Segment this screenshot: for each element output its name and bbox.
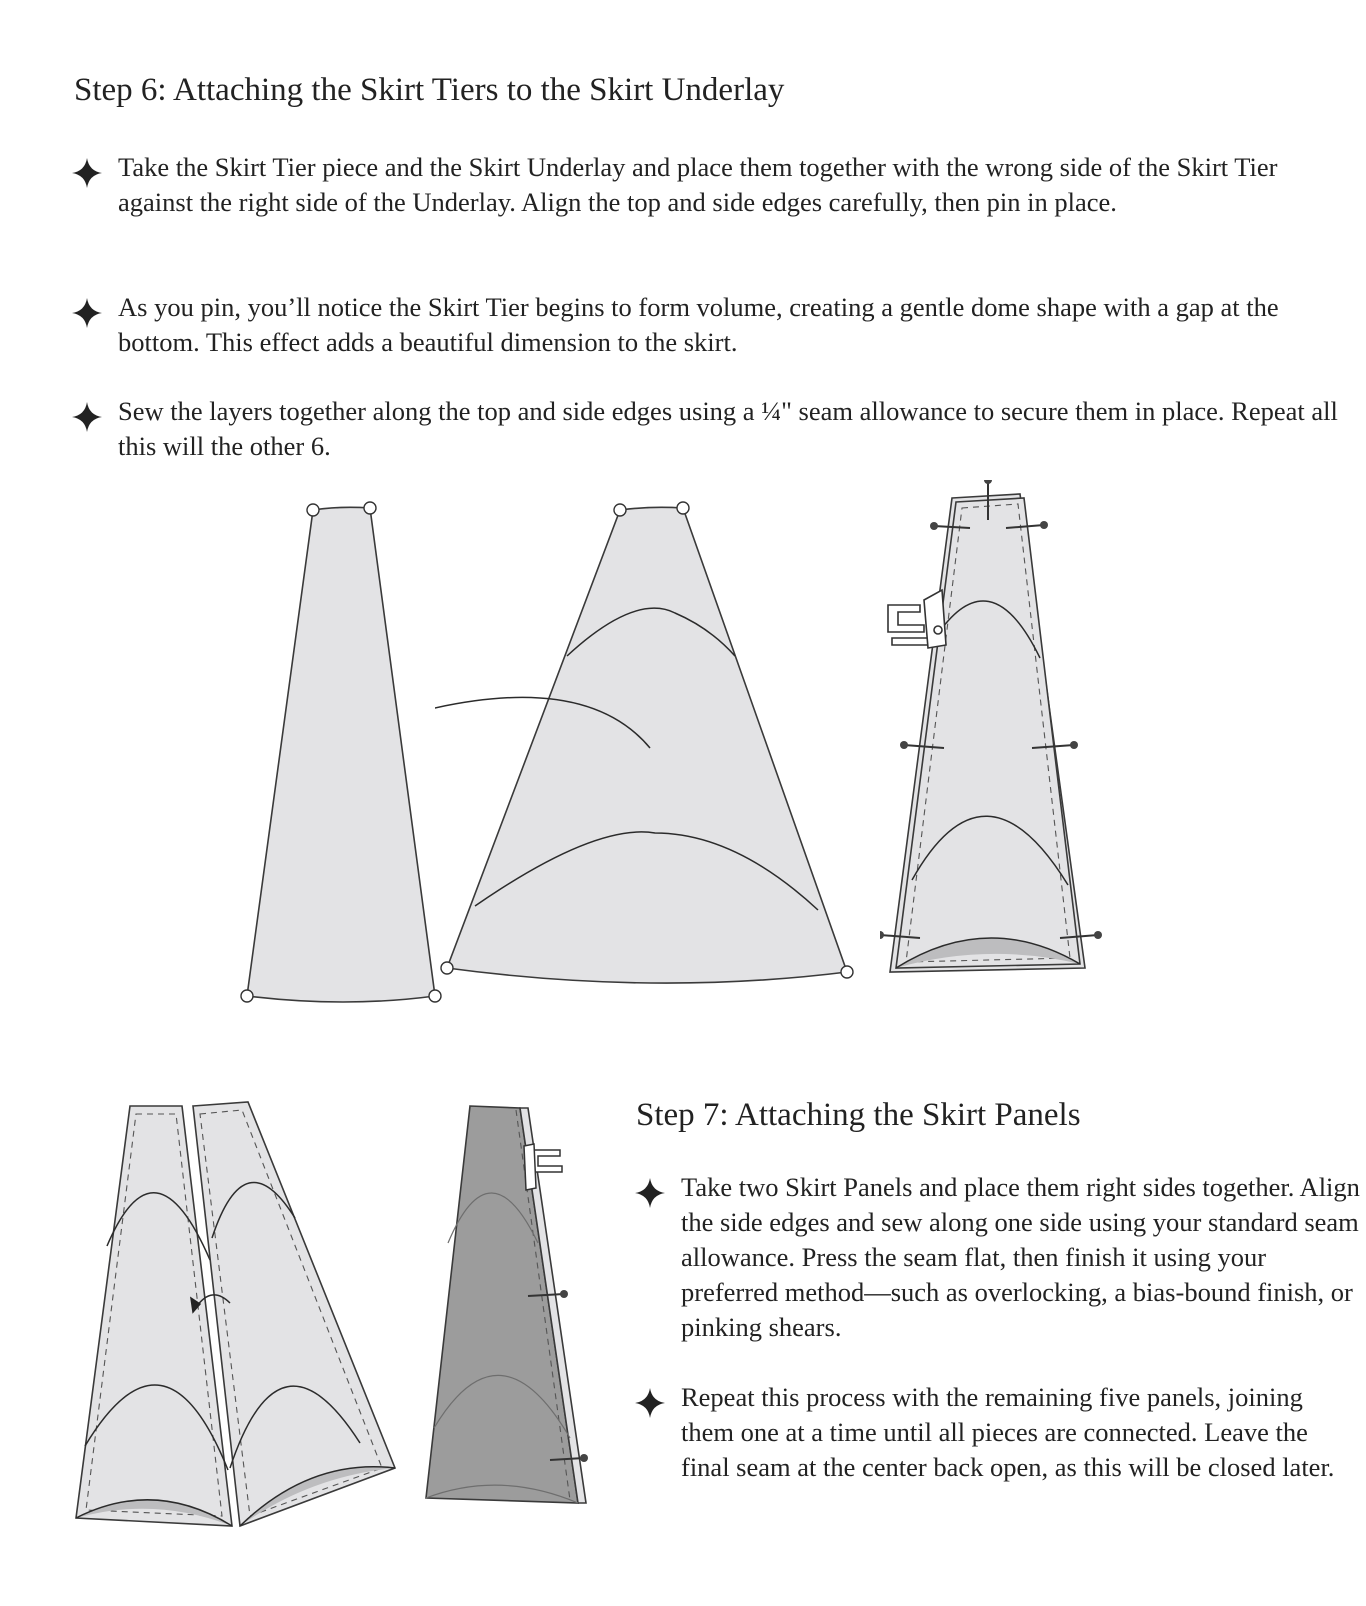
step6-bullet-1-text: Take the Skirt Tier piece and the Skirt Underlay and place them together with the wrong side of the Skirt Tier against the right side of the Underlay. Align the top and side edges carefully, then pin in place. — [118, 152, 1278, 217]
step6-bullet-3-text: Sew the layers together along the top and side edges using a ¼" seam allowance to secure them in place. Repeat all this will the other 6. — [118, 396, 1338, 461]
step6-bullet-2-text: As you pin, you’ll notice the Skirt Tier begins to form volume, creating a gentle dome shape with a gap at the bottom. This effect adds a beautiful dimension to the skirt. — [118, 292, 1279, 357]
four-point-star-icon — [72, 298, 102, 328]
step7-bullet-2-text: Repeat this process with the remaining five panels, joining them one at a time until all pieces are connected. Leave the final seam at the center back open, as this will be closed later. — [681, 1382, 1335, 1482]
step6-bullet-2 — [118, 290, 1318, 360]
skirt-tier-illustration — [435, 488, 855, 1008]
four-point-star-icon — [635, 1178, 665, 1208]
sewn-skirt-panel-illustration — [420, 1098, 615, 1518]
two-skirt-panels-illustration — [60, 1098, 405, 1538]
step7-bullet-1 — [681, 1170, 1361, 1345]
step7-title: Step 7: Attaching the Skirt Panels — [636, 1097, 1081, 1133]
step6-title: Step 6: Attaching the Skirt Tiers to the Skirt Underlay — [74, 72, 785, 108]
four-point-star-icon — [635, 1388, 665, 1418]
sewing-presser-foot-icon — [888, 590, 946, 648]
step7-bullet-2 — [681, 1380, 1361, 1485]
step6-bullet-1 — [118, 150, 1318, 220]
four-point-star-icon — [72, 402, 102, 432]
step6-bullet-3 — [118, 394, 1348, 464]
four-point-star-icon — [72, 158, 102, 188]
step7-bullet-1-text: Take two Skirt Panels and place them right sides together. Align the side edges and sew along one side using your standard seam allowance. Press the seam flat, then finish it using your preferred method—such as overlocking, a bias-bound finish, or pinking shears. — [681, 1172, 1360, 1342]
pinned-tier-illustration — [880, 480, 1110, 995]
skirt-underlay-illustration — [225, 488, 450, 1008]
sewing-presser-foot-icon — [524, 1144, 562, 1190]
